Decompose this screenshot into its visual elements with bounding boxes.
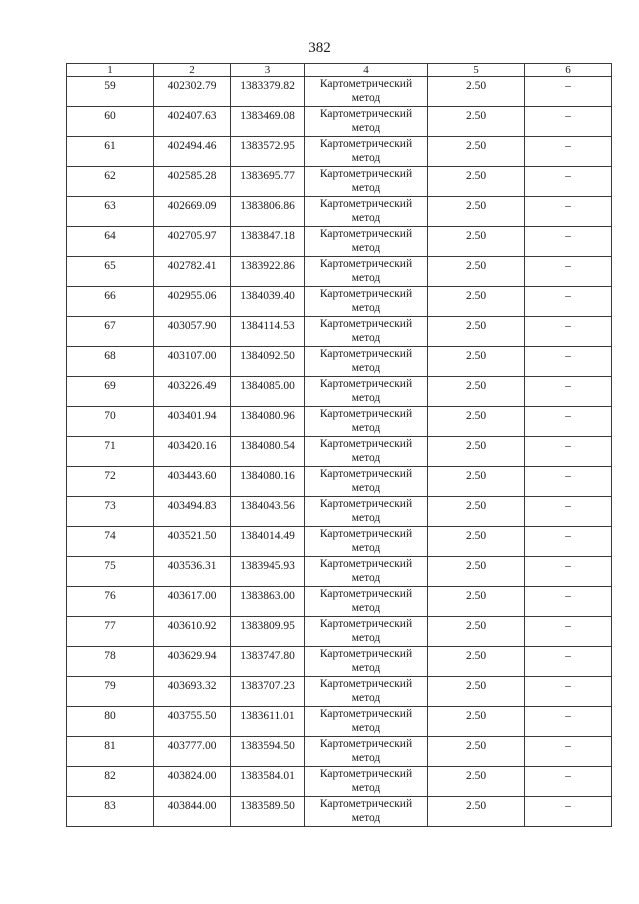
method-cell: Картометрический метод [305,677,428,707]
page-number: 382 [308,40,331,56]
y-coordinate-cell: 1384085.00 [231,377,305,407]
table-body [67,77,612,827]
x-coordinate-cell: 403610.92 [154,617,231,647]
table-row [67,617,612,647]
method-cell: Картометрический метод [305,707,428,737]
point-number-cell: 69 [67,377,154,407]
x-coordinate-cell: 403494.83 [154,497,231,527]
y-coordinate-cell: 1384043.56 [231,497,305,527]
y-coordinate-cell: 1383572.95 [231,137,305,167]
note-cell: – [525,647,612,677]
x-coordinate-cell: 402302.79 [154,77,231,107]
accuracy-cell: 2.50 [428,257,525,287]
note-cell: – [525,377,612,407]
note-cell: – [525,407,612,437]
y-coordinate-cell: 1383847.18 [231,227,305,257]
method-cell: Картометрический метод [305,617,428,647]
accuracy-cell: 2.50 [428,497,525,527]
note-cell: – [525,497,612,527]
method-cell: Картометрический метод [305,377,428,407]
note-cell: – [525,437,612,467]
accuracy-cell: 2.50 [428,197,525,227]
point-number-cell: 79 [67,677,154,707]
method-cell: Картометрический метод [305,347,428,377]
table-header [67,64,612,77]
table-row [67,77,612,107]
point-number-cell: 75 [67,557,154,587]
point-number-cell: 71 [67,437,154,467]
y-coordinate-cell: 1384039.40 [231,287,305,317]
x-coordinate-cell: 403536.31 [154,557,231,587]
column-header: 5 [428,64,525,77]
accuracy-cell: 2.50 [428,77,525,107]
point-number-cell: 77 [67,617,154,647]
table-row [67,467,612,497]
table-row [67,347,612,377]
point-number-cell: 63 [67,197,154,227]
column-header: 1 [67,64,154,77]
method-cell: Картометрический метод [305,197,428,227]
x-coordinate-cell: 402494.46 [154,137,231,167]
method-cell: Картометрический метод [305,77,428,107]
table-row [67,437,612,467]
accuracy-cell: 2.50 [428,227,525,257]
accuracy-cell: 2.50 [428,317,525,347]
note-cell: – [525,137,612,167]
table-row [67,407,612,437]
accuracy-cell: 2.50 [428,107,525,137]
note-cell: – [525,707,612,737]
x-coordinate-cell: 403226.49 [154,377,231,407]
note-cell: – [525,677,612,707]
x-coordinate-cell: 403401.94 [154,407,231,437]
point-number-cell: 82 [67,767,154,797]
column-header: 2 [154,64,231,77]
method-cell: Картометрический метод [305,767,428,797]
table-row [67,227,612,257]
y-coordinate-cell: 1384080.96 [231,407,305,437]
method-cell: Картометрический метод [305,437,428,467]
table-row [67,257,612,287]
note-cell: – [525,737,612,767]
method-cell: Картометрический метод [305,647,428,677]
y-coordinate-cell: 1384080.16 [231,467,305,497]
table-row [67,677,612,707]
y-coordinate-cell: 1383695.77 [231,167,305,197]
point-number-cell: 67 [67,317,154,347]
y-coordinate-cell: 1384014.49 [231,527,305,557]
note-cell: – [525,617,612,647]
note-cell: – [525,347,612,377]
y-coordinate-cell: 1383594.50 [231,737,305,767]
x-coordinate-cell: 403107.00 [154,347,231,377]
accuracy-cell: 2.50 [428,137,525,167]
note-cell: – [525,107,612,137]
table-row [67,587,612,617]
x-coordinate-cell: 403755.50 [154,707,231,737]
table-row [67,737,612,767]
note-cell: – [525,767,612,797]
table-row [67,317,612,347]
point-number-cell: 60 [67,107,154,137]
y-coordinate-cell: 1383922.86 [231,257,305,287]
y-coordinate-cell: 1383809.95 [231,617,305,647]
x-coordinate-cell: 403521.50 [154,527,231,557]
method-cell: Картометрический метод [305,167,428,197]
x-coordinate-cell: 403824.00 [154,767,231,797]
x-coordinate-cell: 402955.06 [154,287,231,317]
y-coordinate-cell: 1383584.01 [231,767,305,797]
method-cell: Картометрический метод [305,407,428,437]
point-number-cell: 72 [67,467,154,497]
note-cell: – [525,77,612,107]
method-cell: Картометрический метод [305,557,428,587]
method-cell: Картометрический метод [305,137,428,167]
x-coordinate-cell: 403057.90 [154,317,231,347]
note-cell: – [525,467,612,497]
x-coordinate-cell: 402585.28 [154,167,231,197]
method-cell: Картометрический метод [305,797,428,827]
table-row [67,287,612,317]
accuracy-cell: 2.50 [428,347,525,377]
y-coordinate-cell: 1383863.00 [231,587,305,617]
note-cell: – [525,257,612,287]
method-cell: Картометрический метод [305,257,428,287]
y-coordinate-cell: 1383469.08 [231,107,305,137]
note-cell: – [525,317,612,347]
point-number-cell: 61 [67,137,154,167]
point-number-cell: 74 [67,527,154,557]
table-row [67,797,612,827]
x-coordinate-cell: 403420.16 [154,437,231,467]
accuracy-cell: 2.50 [428,287,525,317]
method-cell: Картометрический метод [305,587,428,617]
y-coordinate-cell: 1384114.53 [231,317,305,347]
point-number-cell: 76 [67,587,154,617]
accuracy-cell: 2.50 [428,797,525,827]
x-coordinate-cell: 403844.00 [154,797,231,827]
note-cell: – [525,587,612,617]
accuracy-cell: 2.50 [428,587,525,617]
x-coordinate-cell: 402407.63 [154,107,231,137]
method-cell: Картометрический метод [305,737,428,767]
point-number-cell: 73 [67,497,154,527]
x-coordinate-cell: 402669.09 [154,197,231,227]
x-coordinate-cell: 403693.32 [154,677,231,707]
y-coordinate-cell: 1384080.54 [231,437,305,467]
header-row [67,64,612,77]
column-header: 6 [525,64,612,77]
point-number-cell: 66 [67,287,154,317]
point-number-cell: 70 [67,407,154,437]
y-coordinate-cell: 1383379.82 [231,77,305,107]
note-cell: – [525,167,612,197]
method-cell: Картометрический метод [305,317,428,347]
x-coordinate-cell: 403443.60 [154,467,231,497]
x-coordinate-cell: 403777.00 [154,737,231,767]
y-coordinate-cell: 1383945.93 [231,557,305,587]
method-cell: Картометрический метод [305,527,428,557]
table-row [67,167,612,197]
point-number-cell: 80 [67,707,154,737]
column-header: 3 [231,64,305,77]
point-number-cell: 68 [67,347,154,377]
note-cell: – [525,527,612,557]
coordinates-table [66,63,612,827]
accuracy-cell: 2.50 [428,617,525,647]
accuracy-cell: 2.50 [428,167,525,197]
accuracy-cell: 2.50 [428,677,525,707]
table-row [67,137,612,167]
method-cell: Картометрический метод [305,107,428,137]
table-row [67,497,612,527]
method-cell: Картометрический метод [305,467,428,497]
method-cell: Картометрический метод [305,497,428,527]
accuracy-cell: 2.50 [428,407,525,437]
table-row [67,197,612,227]
point-number-cell: 59 [67,77,154,107]
y-coordinate-cell: 1383707.23 [231,677,305,707]
accuracy-cell: 2.50 [428,467,525,497]
x-coordinate-cell: 403617.00 [154,587,231,617]
table-row [67,767,612,797]
y-coordinate-cell: 1383747.80 [231,647,305,677]
accuracy-cell: 2.50 [428,437,525,467]
table-row [67,707,612,737]
x-coordinate-cell: 402782.41 [154,257,231,287]
point-number-cell: 62 [67,167,154,197]
point-number-cell: 78 [67,647,154,677]
table-row [67,647,612,677]
point-number-cell: 64 [67,227,154,257]
accuracy-cell: 2.50 [428,737,525,767]
method-cell: Картометрический метод [305,227,428,257]
note-cell: – [525,227,612,257]
accuracy-cell: 2.50 [428,377,525,407]
note-cell: – [525,797,612,827]
point-number-cell: 83 [67,797,154,827]
accuracy-cell: 2.50 [428,707,525,737]
x-coordinate-cell: 403629.94 [154,647,231,677]
accuracy-cell: 2.50 [428,767,525,797]
y-coordinate-cell: 1383611.01 [231,707,305,737]
column-header: 4 [305,64,428,77]
table-row [67,557,612,587]
point-number-cell: 65 [67,257,154,287]
x-coordinate-cell: 402705.97 [154,227,231,257]
accuracy-cell: 2.50 [428,527,525,557]
y-coordinate-cell: 1383806.86 [231,197,305,227]
table-row [67,377,612,407]
note-cell: – [525,287,612,317]
accuracy-cell: 2.50 [428,557,525,587]
accuracy-cell: 2.50 [428,647,525,677]
method-cell: Картометрический метод [305,287,428,317]
point-number-cell: 81 [67,737,154,767]
table-row [67,107,612,137]
table-row [67,527,612,557]
y-coordinate-cell: 1383589.50 [231,797,305,827]
y-coordinate-cell: 1384092.50 [231,347,305,377]
note-cell: – [525,197,612,227]
note-cell: – [525,557,612,587]
